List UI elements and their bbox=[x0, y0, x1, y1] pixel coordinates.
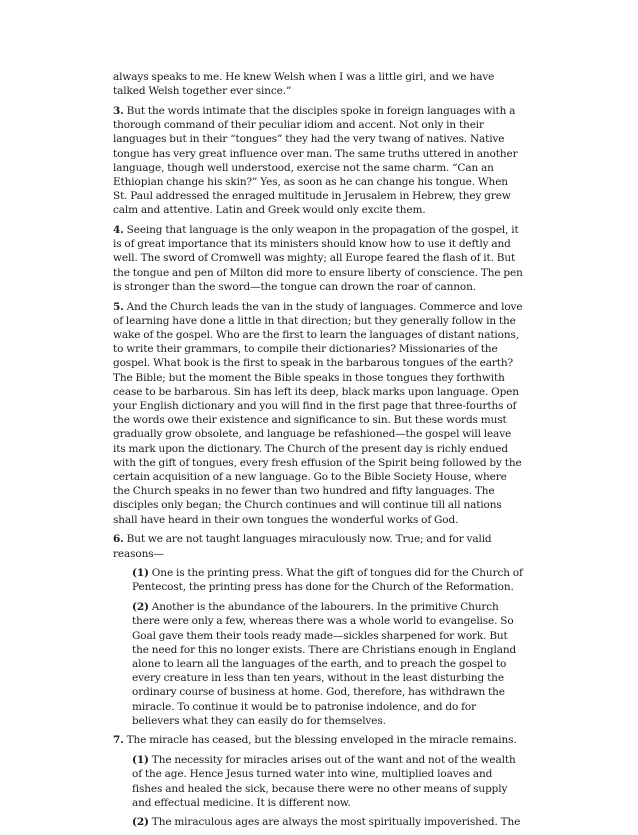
paragraph-text: But the words intimate that the disciples spoke in foreign languages with a thorough command of their peculiar idiom and accent. Not only in their languages but in their “tongues” they had the very twang of natives. Native tongue has very great influence over man. The same truths uttered in another language, though well understood, exercise not the same charm. “Can an Ethiopian change his skin?” Yes, as soon as he can change his tongue. When St. Paul addressed the enraged multitude in Jerusalem in Hebrew, they grew calm and attentive. Latin and Greek would only excite them. bbox=[113, 104, 518, 217]
paragraph-text: But we are not taught languages miraculously now. True; and for valid reasons— bbox=[113, 533, 492, 560]
paragraph-text: always speaks to me. He knew Welsh when I was a little girl, and we have talked Welsh together ever since.” bbox=[113, 71, 495, 98]
paragraph-intro bbox=[113, 70, 523, 98]
subparagraph-6-2 bbox=[132, 600, 523, 728]
paragraph-5 bbox=[113, 300, 523, 527]
paragraph-number: 5. bbox=[113, 300, 124, 313]
subparagraph-number: (1) bbox=[132, 754, 149, 767]
subparagraph-6-1 bbox=[132, 566, 523, 594]
paragraph-number: 4. bbox=[113, 224, 124, 237]
subparagraph-7-2 bbox=[132, 815, 523, 829]
paragraph-text: And the Church leads the van in the study of languages. Commerce and love of learning have done a little in that direction; but they generally follow in the wake of the gospel. Who are the first to learn the languages of distant nations, to write their grammars, to compile their dictionaries? Missionaries of the gospel. What book is the first to speak in the barbarous tongues of the earth? The Bible; but the moment the Bible speaks in those tongues they forthwith cease to be barbarous. Sin has left its deep, black marks upon language. Open your English dictionary and you will find in the first page that three-fourths of the words owe their existence and significance to sin. But these words must gradually grow obsolete, and language be refashioned—the gospel will leave its mark upon the dictionary. The Church of the present day is richly endued with the gift of tongues, every fresh effusion of the Spirit being followed by the certain acquisition of a new language. Go to the Bible Society House, where the Church speaks in no fewer than two hundred and fifty languages. The disciples only began; the Church continues and will continue till all nations shall have heard in their own tongues the wonderful works of God. bbox=[113, 300, 523, 526]
paragraph-text: Another is the abundance of the labourers. In the primitive Church there were only a few, whereas there was a whole world to evangelise. So Goal gave them their tools ready made—sickles sharpened for work. But the need for this no longer exists. There are Christians enough in England alone to learn all the languages of the earth, and to preach the gospel to every creature in less than ten years, without in the least disturbing the ordinary course of business at home. God, therefore, has withdrawn the miracle. To continue it would be to patronise indolence, and do for believers what they can easily do for themselves. bbox=[132, 601, 517, 727]
paragraph-text: The miraculous ages are always the most spiritually impoverished. The bbox=[148, 816, 521, 829]
paragraph-3 bbox=[113, 104, 523, 218]
paragraph-text: One is the printing press. What the gift of tongues did for the Church of Pentecost, the printing press has done for the Church of the Reformation. bbox=[132, 567, 523, 594]
paragraph-text: The miracle has ceased, but the blessing enveloped in the miracle remains. bbox=[123, 734, 517, 747]
document-page bbox=[113, 70, 523, 835]
paragraph-6 bbox=[113, 532, 523, 560]
subparagraph-7-1 bbox=[132, 753, 523, 810]
paragraph-4 bbox=[113, 223, 523, 294]
paragraph-number: 7. bbox=[113, 734, 124, 747]
paragraph-7 bbox=[113, 733, 523, 747]
subparagraph-number: (1) bbox=[132, 567, 149, 580]
paragraph-text: Seeing that language is the only weapon in the propagation of the gospel, it is of great importance that its ministers should know how to use it deftly and well. The sword of Cromwell was mighty; all Europe feared the flash of it. But the tongue and pen of Milton did more to ensure liberty of conscience. The pen is stronger than the sword—the tongue can drown the roar of cannon. bbox=[113, 224, 523, 293]
paragraph-number: 3. bbox=[113, 104, 124, 117]
paragraph-number: 6. bbox=[113, 533, 124, 546]
subparagraph-number: (2) bbox=[132, 601, 149, 614]
subparagraph-number: (2) bbox=[132, 816, 149, 829]
paragraph-text: The necessity for miracles arises out of the want and not of the wealth of the age. Hence Jesus turned water into wine, multiplied loaves and fishes and healed the sick, because there were no other means of supply and effectual medicine. It is different now. bbox=[132, 754, 516, 809]
